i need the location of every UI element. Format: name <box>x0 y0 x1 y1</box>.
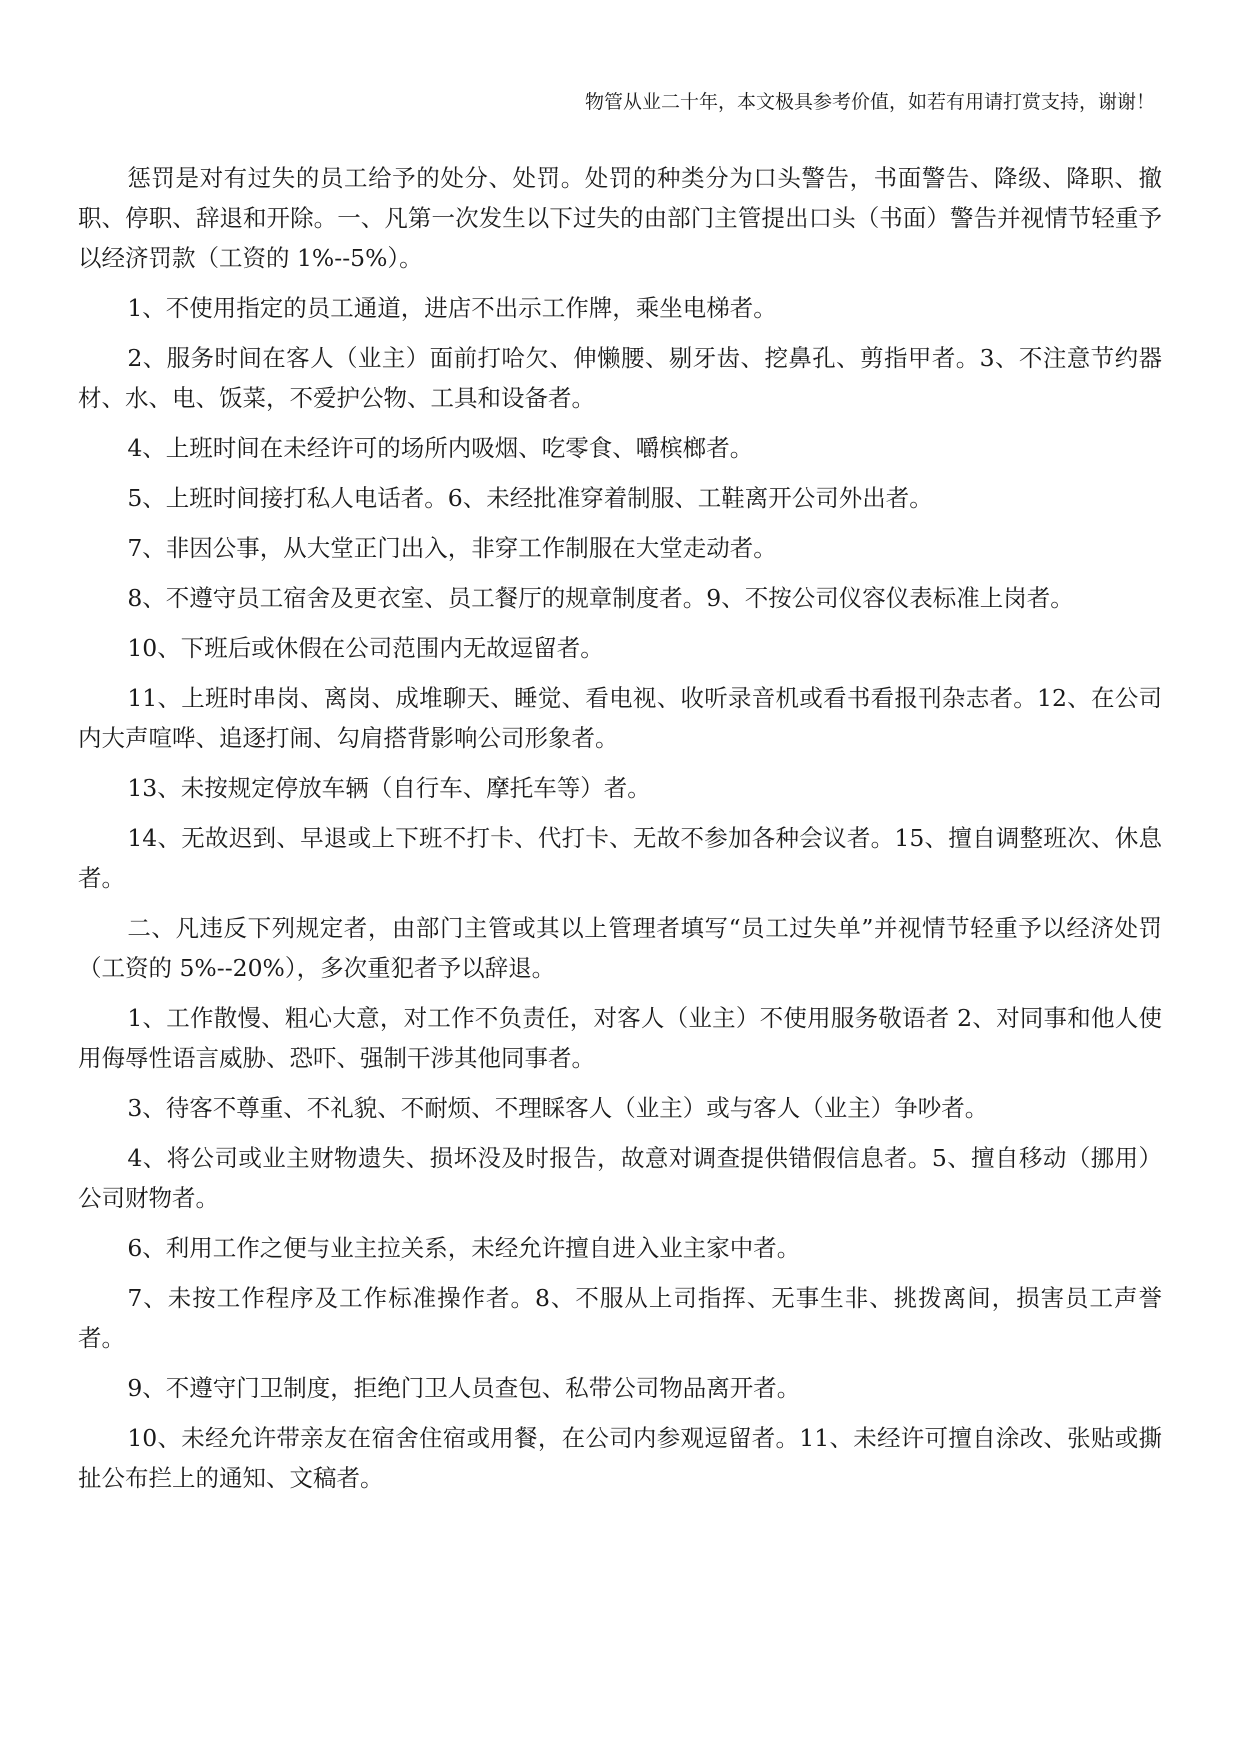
paragraph: 9、不遵守门卫制度，拒绝门卫人员查包、私带公司物品离开者。 <box>127 1374 801 1402</box>
paragraph: 7、非因公事，从大堂正门出入，非穿工作制服在大堂走动者。 <box>127 534 777 562</box>
paragraph: 1、不使用指定的员工通道，进店不出示工作牌，乘坐电梯者。 <box>127 294 777 322</box>
paragraph: 7、未按工作程序及工作标准操作者。8、不服从上司指挥、无事生非、挑拨离间，损害员工声誉者。 <box>78 1284 1162 1352</box>
paragraph: 3、待客不尊重、不礼貌、不耐烦、不理睬客人（业主）或与客人（业主）争吵者。 <box>127 1094 989 1122</box>
paragraph: 6、利用工作之便与业主拉关系，未经允许擅自进入业主家中者。 <box>127 1234 801 1262</box>
paragraph: 11、上班时串岗、离岗、成堆聊天、睡觉、看电视、收听录音机或看书看报刊杂志者。12、在公司内大声喧哗、追逐打闹、勾肩搭背影响公司形象者。 <box>78 684 1162 752</box>
paragraph: 2、服务时间在客人（业主）面前打哈欠、伸懒腰、剔牙齿、挖鼻孔、剪指甲者。3、不注意节约器材、水、电、饭菜，不爱护公物、工具和设备者。 <box>78 344 1162 412</box>
paragraph: 8、不遵守员工宿舍及更衣室、员工餐厅的规章制度者。9、不按公司仪容仪表标准上岗者。 <box>127 584 1074 612</box>
document-body <box>78 158 1162 1508</box>
paragraph: 1、工作散慢、粗心大意，对工作不负责任，对客人（业主）不使用服务敬语者 2、对同事和他人使用侮辱性语言威胁、恐吓、强制干涉其他同事者。 <box>78 1004 1162 1072</box>
paragraph: 4、上班时间在未经许可的场所内吸烟、吃零食、嚼槟榔者。 <box>127 434 754 462</box>
paragraph: 5、上班时间接打私人电话者。6、未经批准穿着制服、工鞋离开公司外出者。 <box>127 484 933 512</box>
paragraph: 10、下班后或休假在公司范围内无故逗留者。 <box>127 634 604 662</box>
paragraph: 惩罚是对有过失的员工给予的处分、处罚。处罚的种类分为口头警告，书面警告、降级、降职、撤职、停职、辞退和开除。一、凡第一次发生以下过失的由部门主管提出口头（书面）警告并视情节轻重予以经济罚款（工资的 1%--5%）。 <box>78 164 1162 272</box>
header-note: 物管从业二十年，本文极具参考价值，如若有用请打赏支持，谢谢！ <box>584 91 1155 113</box>
paragraph: 二、凡违反下列规定者，由部门主管或其以上管理者填写“员工过失单”并视情节轻重予以经济处罚（工资的 5%--20%），多次重犯者予以辞退。 <box>78 914 1162 982</box>
paragraph: 4、将公司或业主财物遗失、损坏没及时报告，故意对调查提供错假信息者。5、擅自移动（挪用）公司财物者。 <box>78 1144 1162 1212</box>
paragraph: 14、无故迟到、早退或上下班不打卡、代打卡、无故不参加各种会议者。15、擅自调整班次、休息者。 <box>78 824 1162 892</box>
paragraph: 10、未经允许带亲友在宿舍住宿或用餐，在公司内参观逗留者。11、未经许可擅自涂改、张贴或撕扯公布拦上的通知、文稿者。 <box>78 1424 1162 1492</box>
paragraph: 13、未按规定停放车辆（自行车、摩托车等）者。 <box>127 774 651 802</box>
